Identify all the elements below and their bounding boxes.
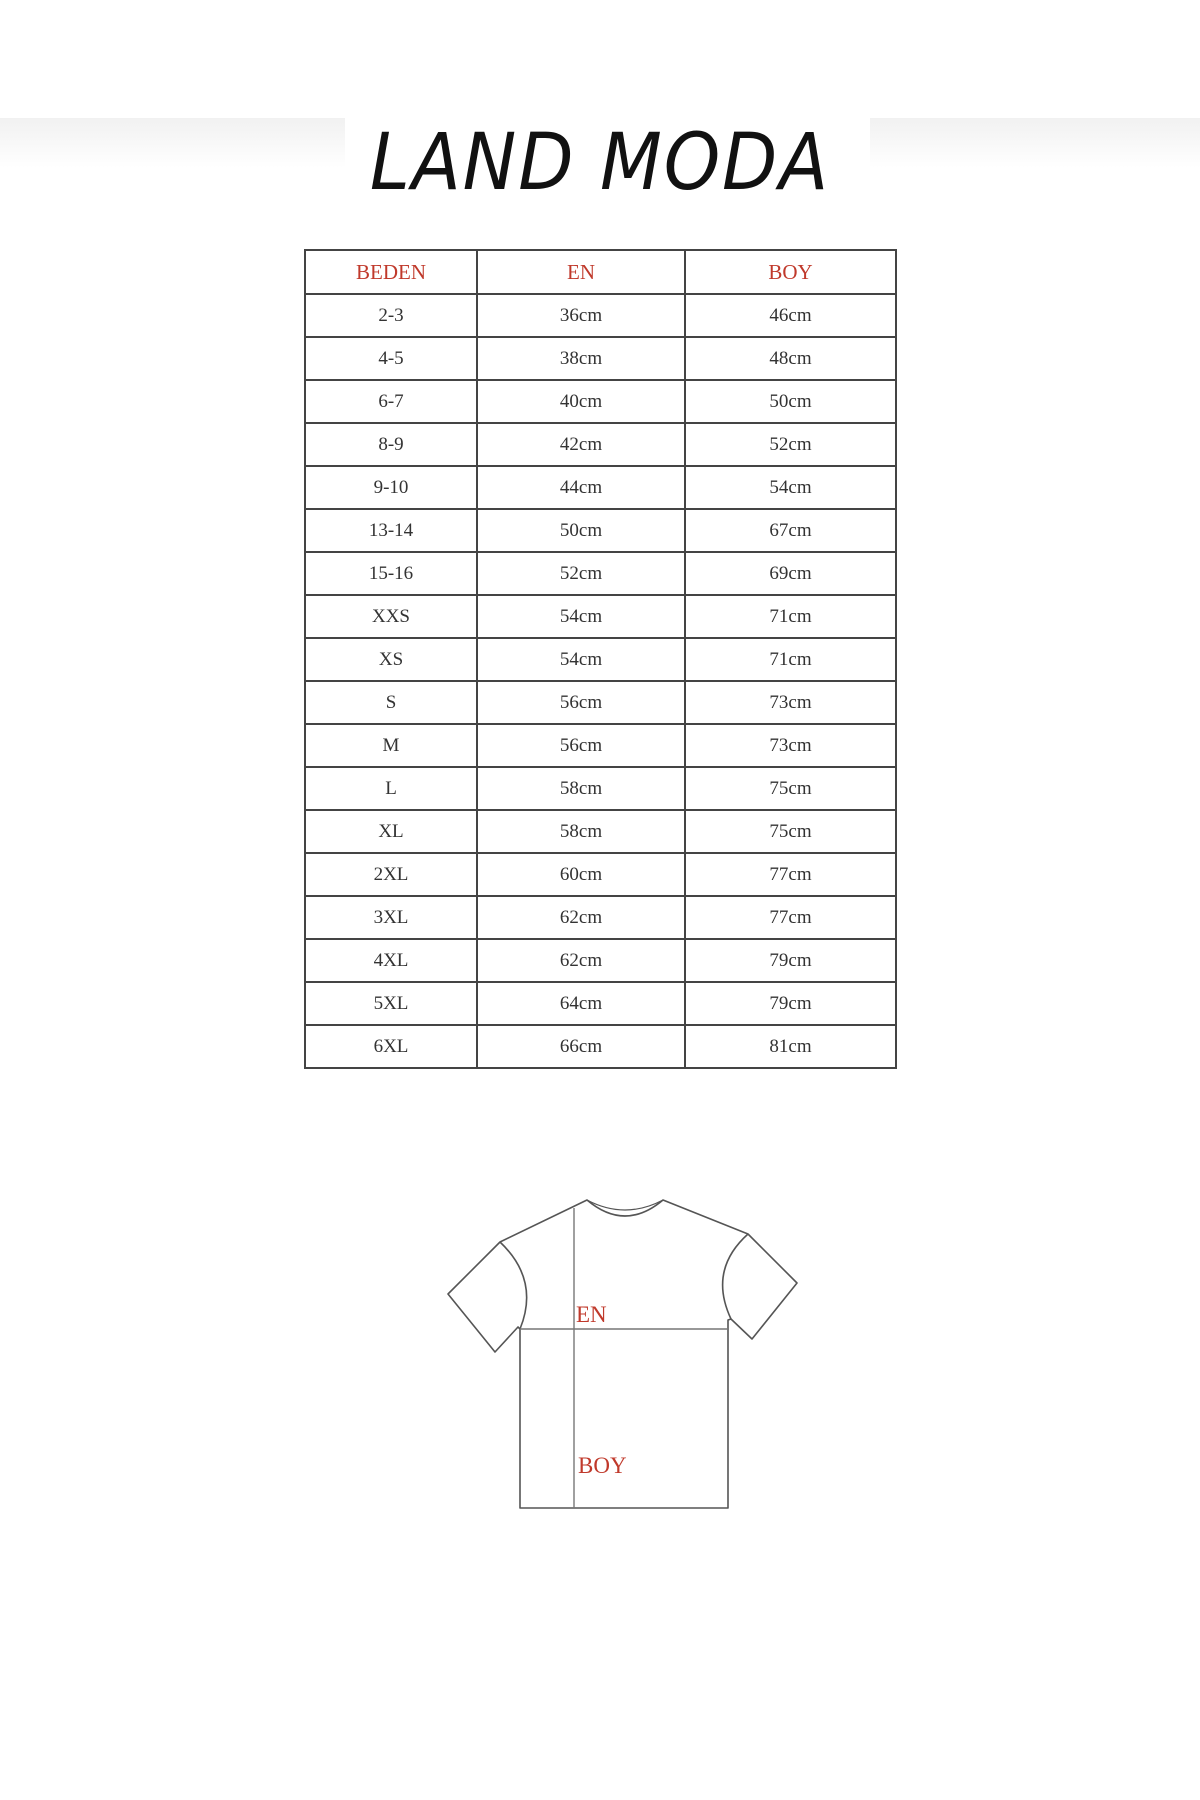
- header-boy: BOY: [685, 250, 896, 294]
- cell-beden: XXS: [305, 595, 477, 638]
- table-row: [305, 638, 896, 681]
- cell-beden: XS: [305, 638, 477, 681]
- cell-beden: 8-9: [305, 423, 477, 466]
- cell-en: 52cm: [477, 552, 685, 595]
- table-row: [305, 552, 896, 595]
- cell-en: 56cm: [477, 681, 685, 724]
- cell-en: 62cm: [477, 939, 685, 982]
- cell-en: 36cm: [477, 294, 685, 337]
- cell-boy: 71cm: [685, 638, 896, 681]
- cell-boy: 79cm: [685, 939, 896, 982]
- cell-en: 54cm: [477, 638, 685, 681]
- cell-en: 54cm: [477, 595, 685, 638]
- table-body: [305, 294, 896, 1068]
- diagram-label-boy: BOY: [578, 1453, 627, 1478]
- cell-boy: 73cm: [685, 724, 896, 767]
- cell-beden: 4-5: [305, 337, 477, 380]
- cell-beden: 4XL: [305, 939, 477, 982]
- cell-en: 50cm: [477, 509, 685, 552]
- table-row: [305, 939, 896, 982]
- cell-en: 60cm: [477, 853, 685, 896]
- cell-boy: 75cm: [685, 767, 896, 810]
- table-row: [305, 896, 896, 939]
- cell-en: 56cm: [477, 724, 685, 767]
- cell-beden: 2-3: [305, 294, 477, 337]
- cell-en: 38cm: [477, 337, 685, 380]
- table-row: [305, 595, 896, 638]
- cell-boy: 52cm: [685, 423, 896, 466]
- cell-boy: 69cm: [685, 552, 896, 595]
- cell-boy: 73cm: [685, 681, 896, 724]
- cell-beden: 9-10: [305, 466, 477, 509]
- cell-beden: L: [305, 767, 477, 810]
- table-row: [305, 1025, 896, 1068]
- table-header-row: [305, 250, 896, 294]
- cell-en: 40cm: [477, 380, 685, 423]
- cell-en: 58cm: [477, 810, 685, 853]
- cell-boy: 79cm: [685, 982, 896, 1025]
- cell-boy: 46cm: [685, 294, 896, 337]
- cell-en: 58cm: [477, 767, 685, 810]
- table-row: [305, 724, 896, 767]
- table-row: [305, 810, 896, 853]
- cell-en: 66cm: [477, 1025, 685, 1068]
- header-en: EN: [477, 250, 685, 294]
- brand-title: LAND MODA: [369, 118, 831, 208]
- cell-beden: 2XL: [305, 853, 477, 896]
- cell-boy: 71cm: [685, 595, 896, 638]
- cell-boy: 75cm: [685, 810, 896, 853]
- cell-en: 64cm: [477, 982, 685, 1025]
- cell-beden: 6-7: [305, 380, 477, 423]
- table-row: [305, 337, 896, 380]
- table-row: [305, 466, 896, 509]
- table-row: [305, 681, 896, 724]
- cell-en: 44cm: [477, 466, 685, 509]
- cell-boy: 54cm: [685, 466, 896, 509]
- size-chart-table: [304, 249, 897, 1069]
- cell-boy: 77cm: [685, 896, 896, 939]
- cell-boy: 81cm: [685, 1025, 896, 1068]
- cell-boy: 67cm: [685, 509, 896, 552]
- cell-en: 42cm: [477, 423, 685, 466]
- table-row: [305, 767, 896, 810]
- cell-beden: 13-14: [305, 509, 477, 552]
- table-row: [305, 853, 896, 896]
- table-row: [305, 423, 896, 466]
- cell-en: 62cm: [477, 896, 685, 939]
- cell-beden: M: [305, 724, 477, 767]
- diagram-label-en: EN: [576, 1302, 607, 1327]
- cell-beden: 5XL: [305, 982, 477, 1025]
- cell-beden: S: [305, 681, 477, 724]
- cell-beden: XL: [305, 810, 477, 853]
- table-row: [305, 982, 896, 1025]
- table-row: [305, 509, 896, 552]
- cell-boy: 48cm: [685, 337, 896, 380]
- table-row: [305, 380, 896, 423]
- cell-beden: 3XL: [305, 896, 477, 939]
- cell-beden: 15-16: [305, 552, 477, 595]
- cell-boy: 50cm: [685, 380, 896, 423]
- cell-boy: 77cm: [685, 853, 896, 896]
- table-row: [305, 294, 896, 337]
- cell-beden: 6XL: [305, 1025, 477, 1068]
- header-beden: BEDEN: [305, 250, 477, 294]
